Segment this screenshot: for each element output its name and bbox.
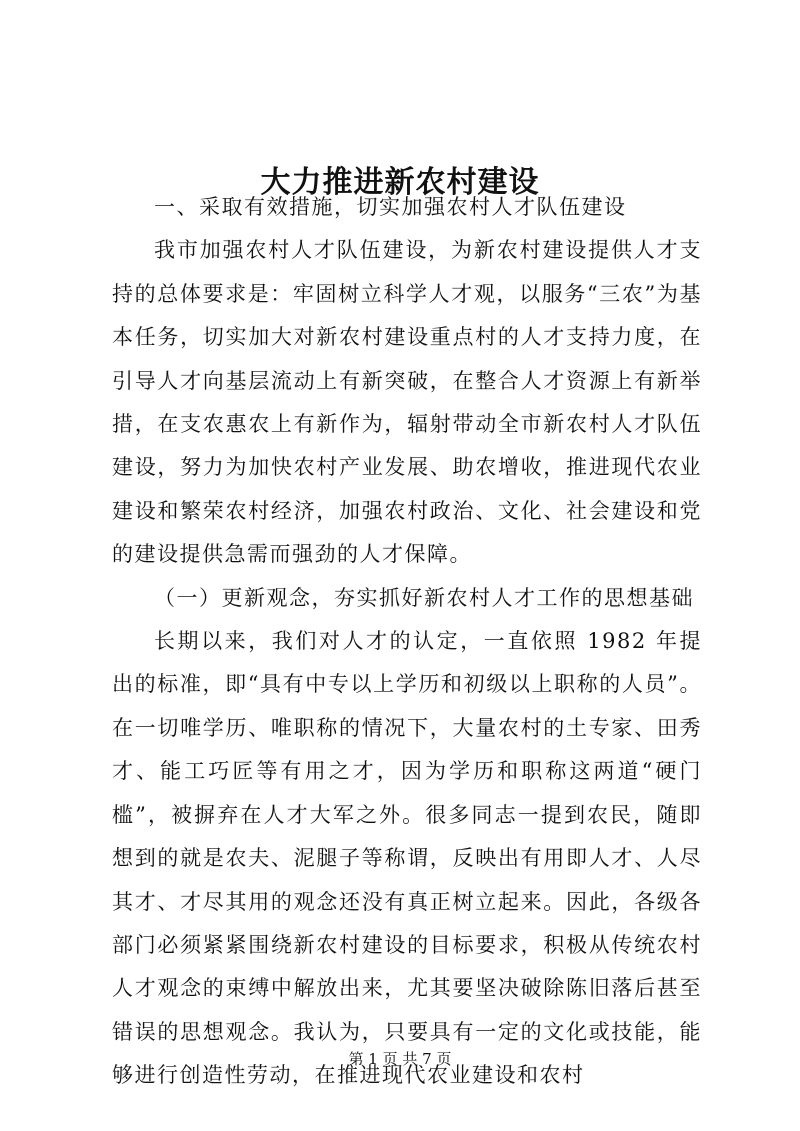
- page-indicator: 第 1 页 共 7 页: [348, 1050, 452, 1068]
- body-paragraph: 长期以来，我们对人才的认定，一直依照 1982 年提出的标准，即“具有中专以上学历和初级以上职称的人员”。在一切唯学历、唯职称的情况下，大量农村的土专家、田秀才、能工巧匠等有用之才，因为学历和职称这两道“硬门槛”，被摒弃在人才大军之外。很多同志一提到农民，随即想到的就是农夫、泥腿子等称谓，反映出有用即人才、人尽其才、才尽其用的观念还没有真正树立起来。因此，各级各部门必须紧紧围绕新农村建设的目标要求，积极从传统农村人才观念的束缚中解放出来，尤其要坚决破除陈旧落后甚至错误的思想观念。我认为，只要具有一定的文化或技能，能够进行创造性劳动，在推进现代农业建设和农村: [112, 629, 702, 1088]
- document-title: 大力推进新农村建设: [260, 165, 540, 201]
- section-heading: 一、采取有效措施，切实加强农村人才队伍建设: [154, 195, 627, 219]
- document-body: [112, 186, 702, 1098]
- body-paragraph: 我市加强农村人才队伍建设，为新农村建设提供人才支持的总体要求是：牢固树立科学人才观，以服务“三农”为基本任务，切实加大对新农村建设重点村的人才支持力度，在引导人才向基层流动上有新突破，在整合人才资源上有新举措，在支农惠农上有新作为，辐射带动全市新农村人才队伍建设，努力为加快农村产业发展、助农增收，推进现代农业建设和繁荣农村经济，加强农村政治、文化、社会建设和党的建设提供急需而强劲的人才保障。: [112, 238, 702, 567]
- subsection-heading: （一）更新观念，夯实抓好新农村人才工作的思想基础: [154, 585, 694, 610]
